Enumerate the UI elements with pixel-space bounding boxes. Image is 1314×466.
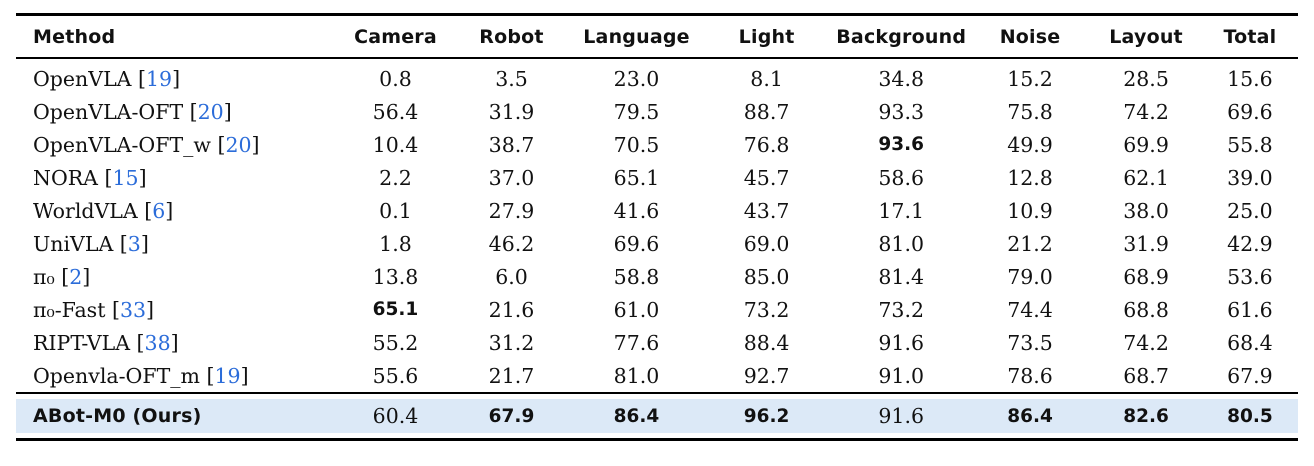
value-cell-background: 58.6 <box>878 165 925 190</box>
method-cell: NORA [15] <box>33 165 147 190</box>
value-cell-total: 69.6 <box>1227 99 1273 124</box>
value-cell-robot: 31.2 <box>488 330 535 355</box>
value-cell-camera: 13.8 <box>372 264 419 289</box>
citation-link[interactable]: 33 <box>119 297 147 322</box>
method-cell: UniVLA [3] <box>33 231 149 256</box>
value-cell-noise: 86.4 <box>970 399 1091 433</box>
value-cell-light: 96.2 <box>701 399 833 433</box>
value-cell-language: 81.0 <box>572 359 700 393</box>
value-cell-light: 88.7 <box>743 99 790 124</box>
value-cell-camera: 0.1 <box>379 198 412 223</box>
method-name: NORA <box>33 165 98 190</box>
value-cell-noise: 15.2 <box>1007 66 1053 91</box>
value-cell-robot: 67.9 <box>451 399 573 433</box>
value-cell-language: 79.5 <box>613 99 660 124</box>
value-cell-layout: 68.7 <box>1090 359 1202 393</box>
citation-link[interactable]: 3 <box>127 231 141 256</box>
value-cell-camera: 65.1 <box>372 299 419 320</box>
value-cell-light: 88.4 <box>743 330 790 355</box>
value-cell-robot: 46.2 <box>488 231 535 256</box>
value-cell-noise: 74.4 <box>1007 297 1053 322</box>
value-cell-light: 92.7 <box>701 359 833 393</box>
value-cell-total: 53.6 <box>1227 264 1273 289</box>
value-cell-noise: 21.2 <box>1007 231 1053 256</box>
method-name: UniVLA <box>33 231 114 256</box>
value-cell-camera: 56.4 <box>372 99 419 124</box>
value-cell-layout: 74.2 <box>1123 330 1169 355</box>
value-cell-robot: 6.0 <box>495 264 528 289</box>
table-row <box>16 128 1298 161</box>
value-cell-noise: 79.0 <box>1007 264 1053 289</box>
method-name: RIPT-VLA <box>33 330 131 355</box>
citation-link[interactable]: 20 <box>197 99 224 124</box>
value-cell-background: 91.6 <box>878 330 925 355</box>
value-cell-camera: 60.4 <box>340 399 450 433</box>
citation-link[interactable]: 19 <box>146 66 173 91</box>
value-cell-noise: 10.9 <box>1007 198 1053 223</box>
value-cell-language: 61.0 <box>613 297 660 322</box>
citation-link[interactable]: 6 <box>152 198 166 223</box>
citation-link[interactable]: 20 <box>225 132 252 157</box>
value-cell-camera: 2.2 <box>379 165 412 190</box>
value-cell-language: 58.8 <box>613 264 660 289</box>
value-cell-layout: 69.9 <box>1123 132 1169 157</box>
value-cell-total: 68.4 <box>1227 330 1273 355</box>
method-cell: π₀-Fast [33] <box>33 297 155 322</box>
value-cell-robot: 37.0 <box>488 165 535 190</box>
table-row <box>16 293 1298 326</box>
table-row <box>16 194 1298 227</box>
method-name: OpenVLA-OFT_w <box>33 132 211 157</box>
value-cell-background: 17.1 <box>878 198 925 223</box>
value-cell-noise: 12.8 <box>1007 165 1053 190</box>
column-header-method: Method <box>16 15 340 59</box>
value-cell-background: 91.6 <box>833 399 970 433</box>
value-cell-language: 77.6 <box>613 330 660 355</box>
value-cell-noise: 73.5 <box>1007 330 1053 355</box>
value-cell-camera: 55.2 <box>372 330 419 355</box>
citation-link[interactable]: 38 <box>144 330 171 355</box>
value-cell-layout: 74.2 <box>1123 99 1169 124</box>
citation-link[interactable]: 15 <box>112 165 139 190</box>
method-cell: WorldVLA [6] <box>33 198 174 223</box>
value-cell-total: 61.6 <box>1227 297 1273 322</box>
value-cell-robot: 3.5 <box>495 66 528 91</box>
value-cell-light: 76.8 <box>743 132 790 157</box>
column-header-camera: Camera <box>340 15 450 59</box>
value-cell-total: 55.8 <box>1227 132 1273 157</box>
value-cell-background: 34.8 <box>878 66 925 91</box>
value-cell-noise: 49.9 <box>1007 132 1053 157</box>
column-header-robot: Robot <box>451 15 573 59</box>
table-row <box>16 227 1298 260</box>
column-header-background: Background <box>833 15 970 59</box>
value-cell-total: 42.9 <box>1227 231 1273 256</box>
table-row <box>16 359 1298 393</box>
method-name: π₀ <box>33 264 55 289</box>
table-header <box>16 15 1298 59</box>
column-header-language: Language <box>572 15 700 59</box>
value-cell-light: 85.0 <box>743 264 790 289</box>
method-name: ABot-M0 (Ours) <box>33 405 202 427</box>
results-table <box>16 13 1298 441</box>
method-cell: OpenVLA-OFT [20] <box>33 99 232 124</box>
table-body <box>16 58 1298 440</box>
value-cell-light: 73.2 <box>743 297 790 322</box>
value-cell-language: 23.0 <box>613 66 660 91</box>
value-cell-background: 73.2 <box>878 297 925 322</box>
bottom-gap-spacer <box>16 433 1298 440</box>
value-cell-total: 80.5 <box>1202 399 1298 433</box>
method-cell: π₀ [2] <box>33 264 91 289</box>
column-header-layout: Layout <box>1090 15 1202 59</box>
method-cell: Openvla-OFT_m [19] <box>16 359 340 393</box>
value-cell-light: 45.7 <box>743 165 790 190</box>
value-cell-robot: 38.7 <box>488 132 535 157</box>
method-name: π₀-Fast <box>33 297 106 322</box>
value-cell-layout: 82.6 <box>1090 399 1202 433</box>
table-row <box>16 326 1298 359</box>
value-cell-camera: 1.8 <box>379 231 412 256</box>
value-cell-background: 91.0 <box>833 359 970 393</box>
table-row <box>16 58 1298 95</box>
value-cell-robot: 21.7 <box>451 359 573 393</box>
method-cell: OpenVLA-OFT_w [20] <box>33 132 260 157</box>
table-row <box>16 95 1298 128</box>
value-cell-camera: 10.4 <box>372 132 419 157</box>
value-cell-layout: 38.0 <box>1123 198 1169 223</box>
value-cell-language: 70.5 <box>613 132 660 157</box>
method-cell: RIPT-VLA [38] <box>33 330 179 355</box>
value-cell-layout: 28.5 <box>1123 66 1169 91</box>
value-cell-total: 25.0 <box>1227 198 1273 223</box>
value-cell-layout: 62.1 <box>1123 165 1169 190</box>
method-name: OpenVLA-OFT <box>33 99 184 124</box>
value-cell-background: 81.4 <box>878 264 925 289</box>
value-cell-language: 41.6 <box>613 198 660 223</box>
value-cell-total: 67.9 <box>1202 359 1298 393</box>
value-cell-background: 93.3 <box>878 99 925 124</box>
citation-link[interactable]: 2 <box>69 264 83 289</box>
value-cell-total: 15.6 <box>1227 66 1273 91</box>
value-cell-layout: 68.9 <box>1123 264 1169 289</box>
value-cell-camera: 0.8 <box>379 66 412 91</box>
method-cell: OpenVLA [19] <box>33 66 181 91</box>
value-cell-language: 86.4 <box>572 399 700 433</box>
value-cell-camera: 55.6 <box>340 359 450 393</box>
method-cell <box>16 399 340 433</box>
column-header-light: Light <box>701 15 833 59</box>
method-name: OpenVLA <box>33 66 132 91</box>
column-header-noise: Noise <box>970 15 1091 59</box>
column-header-total: Total <box>1202 15 1298 59</box>
method-name: WorldVLA <box>33 198 138 223</box>
value-cell-layout: 31.9 <box>1123 231 1169 256</box>
value-cell-language: 69.6 <box>613 231 660 256</box>
value-cell-total: 39.0 <box>1227 165 1273 190</box>
citation-link[interactable]: 19 <box>214 363 241 388</box>
value-cell-light: 43.7 <box>743 198 790 223</box>
method-name: Openvla-OFT_m <box>33 363 200 388</box>
value-cell-robot: 31.9 <box>488 99 535 124</box>
highlight-row-ours <box>16 399 1298 433</box>
value-cell-layout: 68.8 <box>1123 297 1169 322</box>
value-cell-noise: 78.6 <box>970 359 1091 393</box>
value-cell-robot: 27.9 <box>488 198 535 223</box>
table-row <box>16 260 1298 293</box>
value-cell-noise: 75.8 <box>1007 99 1053 124</box>
value-cell-language: 65.1 <box>613 165 660 190</box>
value-cell-robot: 21.6 <box>488 297 535 322</box>
header-row <box>16 15 1298 59</box>
value-cell-background: 81.0 <box>878 231 925 256</box>
value-cell-light: 8.1 <box>750 66 783 91</box>
value-cell-light: 69.0 <box>743 231 790 256</box>
table-row <box>16 161 1298 194</box>
value-cell-background: 93.6 <box>878 134 925 155</box>
